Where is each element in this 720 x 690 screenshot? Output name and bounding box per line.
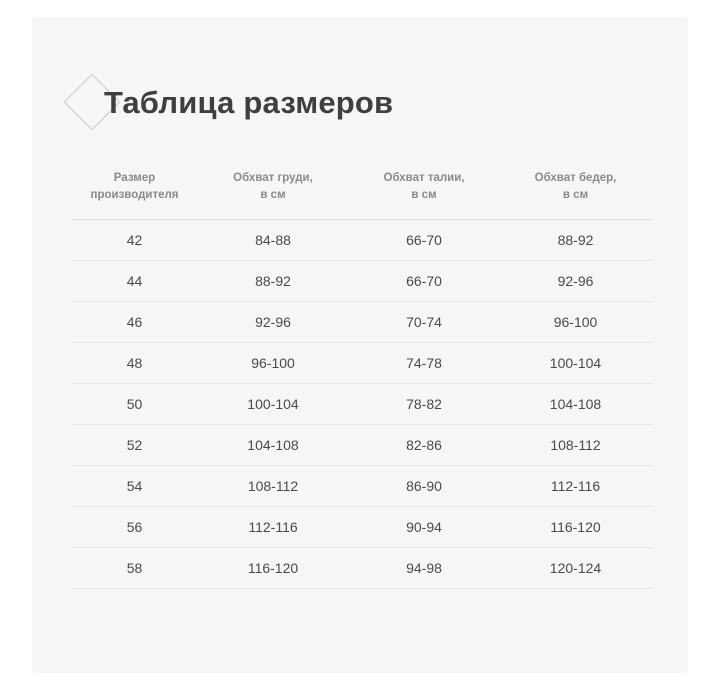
size-table — [72, 170, 652, 589]
cell-hips: 120-124 — [499, 547, 652, 588]
title-row — [72, 70, 652, 134]
content-area — [72, 70, 652, 589]
column-header-chest — [197, 170, 349, 219]
cell-size: 44 — [72, 260, 197, 301]
cell-chest: 92-96 — [197, 301, 349, 342]
table-row — [72, 219, 652, 260]
page-title: Таблица размеров — [104, 84, 394, 120]
cell-size: 48 — [72, 342, 197, 383]
cell-chest: 108-112 — [197, 465, 349, 506]
column-header-line: Обхват груди, — [233, 172, 313, 184]
cell-hips: 104-108 — [499, 383, 652, 424]
cell-chest: 104-108 — [197, 424, 349, 465]
cell-chest: 88-92 — [197, 260, 349, 301]
cell-chest: 84-88 — [197, 219, 349, 260]
column-header-line: в см — [411, 189, 437, 202]
cell-size: 52 — [72, 424, 197, 465]
cell-chest: 96-100 — [197, 342, 349, 383]
column-header-line: Размер — [113, 172, 156, 184]
cell-waist: 70-74 — [349, 301, 499, 342]
table-row — [72, 383, 652, 424]
cell-hips: 100-104 — [499, 342, 652, 383]
cell-size: 46 — [72, 301, 197, 342]
column-header-line: Обхват талии, — [383, 172, 465, 184]
cell-hips: 92-96 — [499, 260, 652, 301]
table-row — [72, 506, 652, 547]
cell-size: 56 — [72, 506, 197, 547]
cell-hips: 108-112 — [499, 424, 652, 465]
column-header-line: производителя — [90, 189, 179, 202]
cell-waist: 78-82 — [349, 383, 499, 424]
column-header-size — [72, 170, 197, 219]
cell-waist: 90-94 — [349, 506, 499, 547]
cell-waist: 74-78 — [349, 342, 499, 383]
cell-size: 50 — [72, 383, 197, 424]
cell-hips: 112-116 — [499, 465, 652, 506]
table-row — [72, 465, 652, 506]
cell-waist: 86-90 — [349, 465, 499, 506]
cell-hips: 96-100 — [499, 301, 652, 342]
column-header-waist — [349, 170, 499, 219]
cell-size: 58 — [72, 547, 197, 588]
cell-size: 54 — [72, 465, 197, 506]
table-row — [72, 260, 652, 301]
table-row — [72, 424, 652, 465]
cell-chest: 116-120 — [197, 547, 349, 588]
cell-chest: 112-116 — [197, 506, 349, 547]
cell-waist: 66-70 — [349, 260, 499, 301]
cell-waist: 94-98 — [349, 547, 499, 588]
column-header-hips — [499, 170, 652, 219]
table-row — [72, 547, 652, 588]
cell-hips: 116-120 — [499, 506, 652, 547]
cell-chest: 100-104 — [197, 383, 349, 424]
column-header-line: в см — [562, 189, 589, 202]
cell-waist: 66-70 — [349, 219, 499, 260]
table-header-row — [72, 170, 652, 219]
cell-hips: 88-92 — [499, 219, 652, 260]
column-header-line: Обхват бедер, — [534, 172, 617, 184]
cell-waist: 82-86 — [349, 424, 499, 465]
table-row — [72, 342, 652, 383]
table-row — [72, 301, 652, 342]
cell-size: 42 — [72, 219, 197, 260]
column-header-line: в см — [260, 189, 286, 202]
